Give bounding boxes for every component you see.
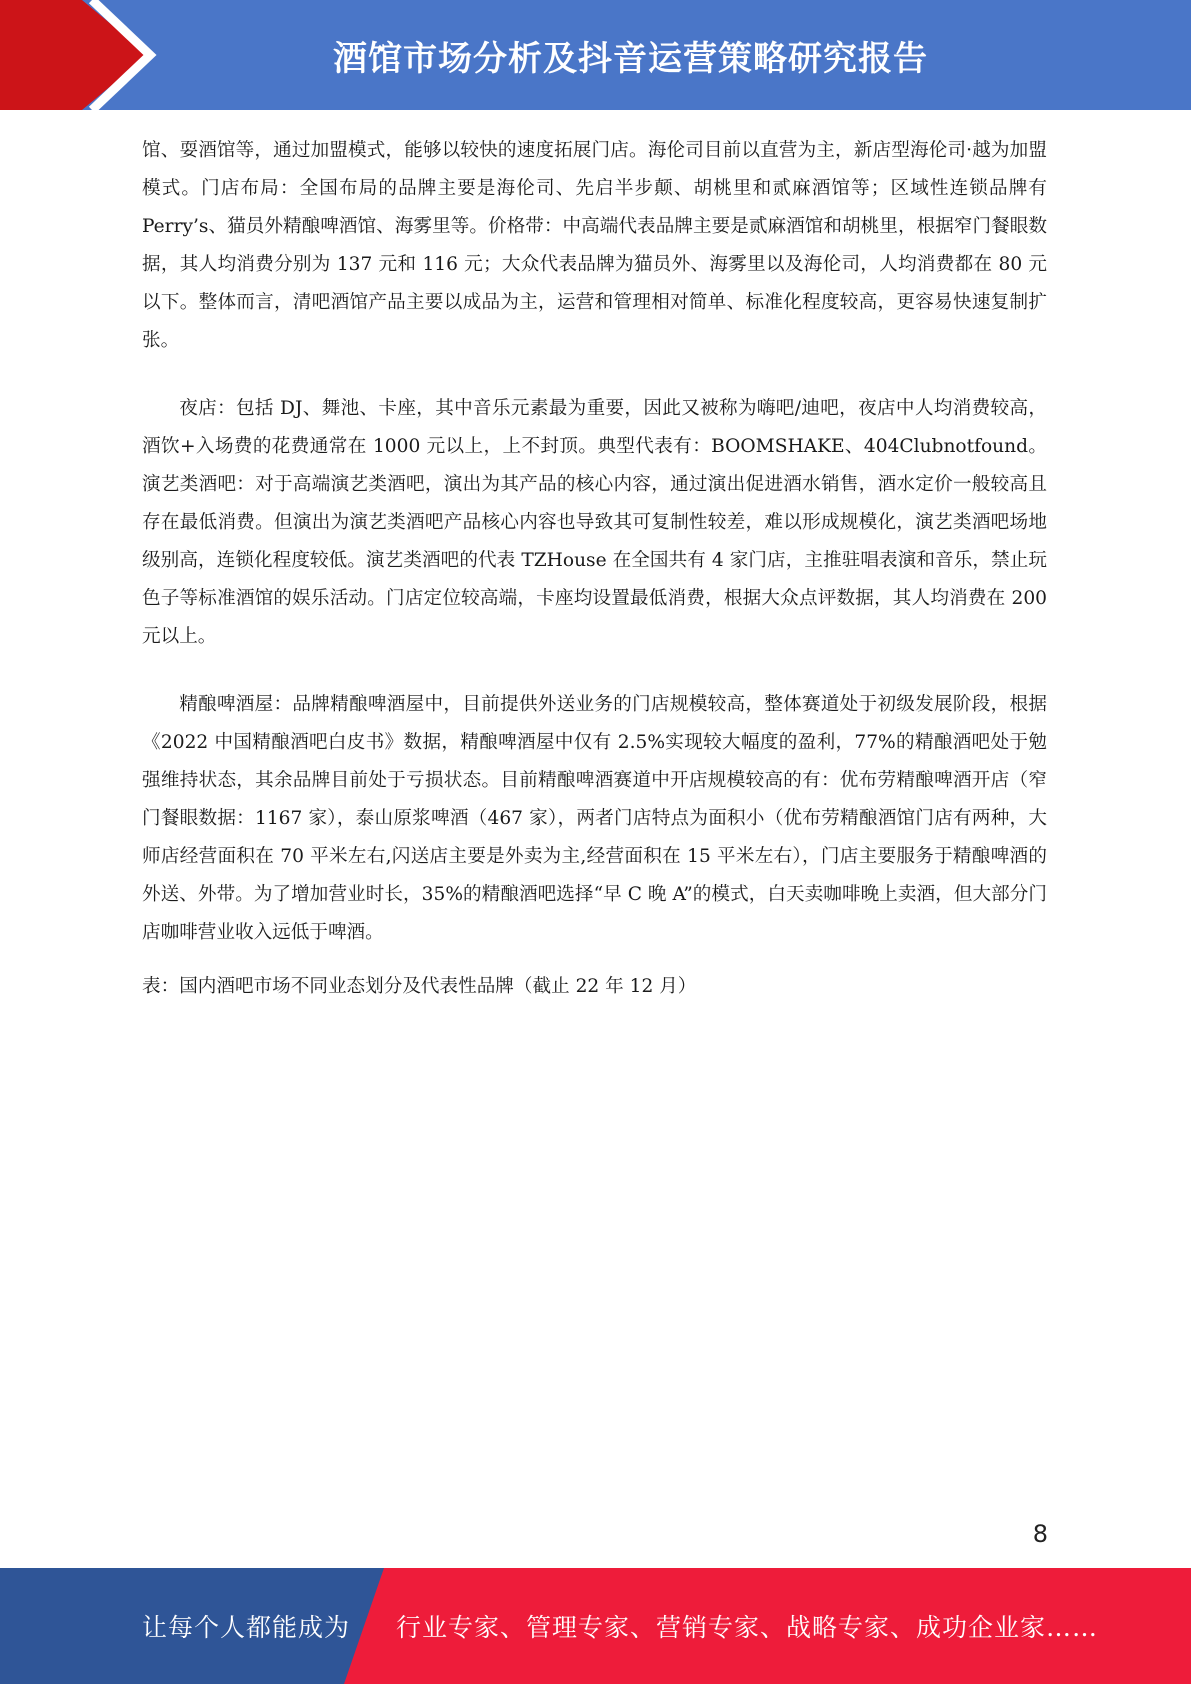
paragraph-nightclub-and-live-music: 夜店：包括 DJ、舞池、卡座，其中音乐元素最为重要，因此又被称为嗨吧/迪吧，夜店中人均消费较高，酒饮+入场费的花费通常在 1000 元以上，上不封顶。典型代表有：BOOMSHAKE、404Clubnotfound。演艺类酒吧：对于高端演艺类酒吧，演出为其产品的核心内容，通过演出促进酒水销售，酒水定价一般较高且存在最低消费。但演出为演艺类酒吧产品核心内容也导致其可复制性较差，难以形成规模化，演艺类酒吧场地级别高，连锁化程度较低。演艺类酒吧的代表 TZHouse 在全国共有 4 家门店，主推驻唱表演和音乐，禁止玩色子等标准酒馆的娱乐活动。门店定位较高端，卡座均设置最低消费，根据大众点评数据，其人均消费在 200 元以上。 — [142, 398, 1047, 647]
page-footer — [0, 1568, 1191, 1684]
footer-slogan-lead: 让每个人都能成为 — [142, 1613, 351, 1642]
page-header — [0, 0, 1191, 110]
report-title: 酒馆市场分析及抖音运营策略研究报告 — [333, 38, 928, 79]
report-body — [142, 132, 1047, 1006]
page-number: 8 — [1032, 1520, 1048, 1548]
footer-slogan-roles: 行业专家、管理专家、营销专家、战略专家、成功企业家…… — [396, 1613, 1099, 1642]
table-caption: 表：国内酒吧市场不同业态划分及代表性品牌（截止 22 年 12 月） — [142, 976, 697, 997]
red-chevron-shape — [0, 0, 148, 110]
paragraph-bar-expansion: 馆、耍酒馆等，通过加盟模式，能够以较快的速度拓展门店。海伦司目前以直营为主，新店型海伦司·越为加盟模式。门店布局：全国布局的品牌主要是海伦司、先启半步颠、胡桃里和贰麻酒馆等；区域性连锁品牌有 Perry’s、猫员外精酿啤酒馆、海雾里等。价格带：中高端代表品牌主要是贰麻酒馆和胡桃里，根据窄门餐眼数据，其人均消费分别为 137 元和 116 元；大众代表品牌为猫员外、海雾里以及海伦司，人均消费都在 80 元以下。整体而言，清吧酒馆产品主要以成品为主，运营和管理相对简单、标准化程度较高，更容易快速复制扩张。 — [142, 140, 1047, 351]
paragraph-craft-beer-house: 精酿啤酒屋：品牌精酿啤酒屋中，目前提供外送业务的门店规模较高，整体赛道处于初级发展阶段，根据《2022 中国精酿酒吧白皮书》数据，精酿啤酒屋中仅有 2.5%实现较大幅度的盈利，77%的精酿酒吧处于勉强维持状态，其余品牌目前处于亏损状态。目前精酿啤酒赛道中开店规模较高的有：优布劳精酿啤酒开店（窄门餐眼数据：1167 家），泰山原浆啤酒（467 家），两者门店特点为面积小（优布劳精酿酒馆门店有两种，大师店经营面积在 70 平米左右,闪送店主要是外卖为主,经营面积在 15 平米左右），门店主要服务于精酿啤酒的外送、外带。为了增加营业时长，35%的精酿酒吧选择“早 C 晚 A”的模式，白天卖咖啡晚上卖酒，但大部分门店咖啡营业收入远低于啤酒。 — [142, 694, 1047, 943]
